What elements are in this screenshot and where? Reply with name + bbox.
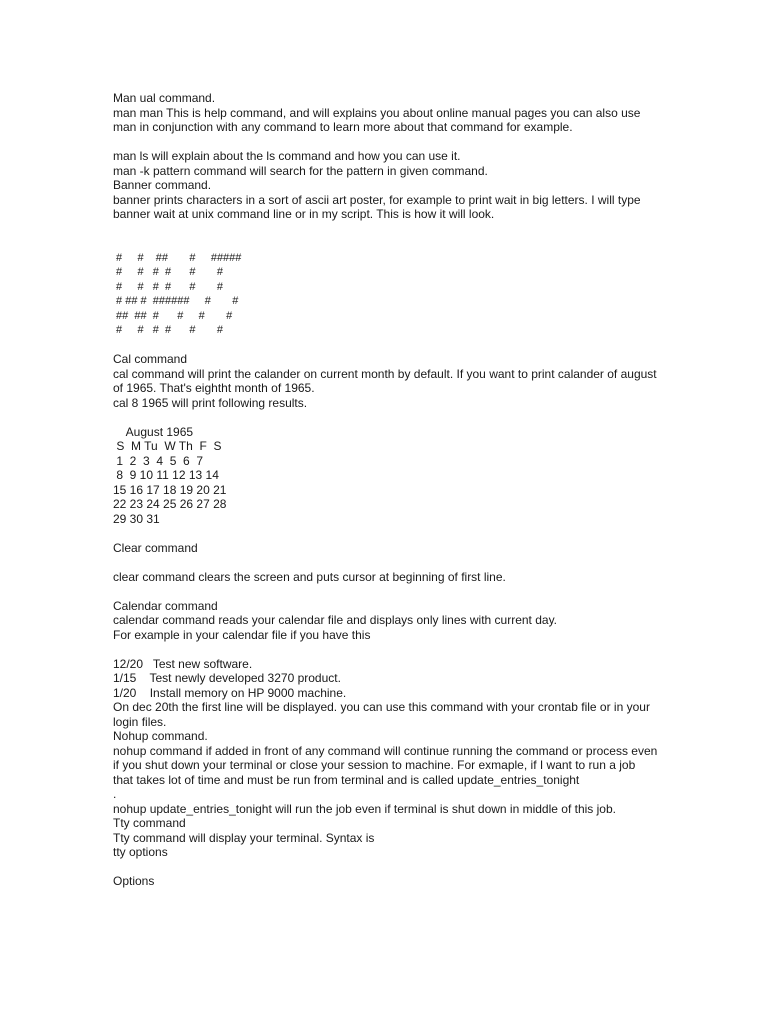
calendar-line: 15 16 17 18 19 20 21 — [113, 482, 227, 497]
tty-desc: Tty command will display your terminal. Syntax is — [113, 830, 375, 845]
banner-art-line: # # # # # # — [113, 280, 224, 293]
man-ls-text: man ls will explain about the ls command and how you can use it. — [113, 149, 461, 163]
options-heading: Options — [113, 874, 155, 888]
manual-heading: Man ual command. — [113, 91, 216, 105]
banner-art-line: # ## # ###### # # — [113, 295, 239, 307]
banner-art-line: # # # # # # — [113, 266, 224, 278]
nohup-dot: . — [113, 787, 117, 801]
calendar-entry: 1/20 Install memory on HP 9000 machine. — [113, 685, 347, 700]
document-page — [113, 91, 658, 889]
calendar-line: 22 23 24 25 26 27 28 — [113, 497, 227, 511]
calendar-line: 29 30 31 — [113, 511, 160, 526]
banner-desc-2: banner wait at unix command line or in my script. This is how it will look. — [113, 207, 495, 221]
clear-desc: clear command clears the screen and puts cursor at beginning of first line. — [113, 569, 506, 584]
nohup-example: nohup update_entries_tonight will run the job even if terminal is shut down in middle of this job. — [113, 801, 616, 816]
banner-art-line: # # # # # # — [113, 324, 224, 336]
calendar-cmd-heading: Calendar command — [113, 598, 218, 613]
calendar-entry: 1/15 Test newly developed 3270 product. — [113, 671, 341, 685]
calendar-note: On dec 20th the first line will be displayed. you can use this command with your crontab file or in your login files. — [113, 700, 650, 729]
tty-heading: Tty command — [113, 816, 186, 830]
man-k-text: man -k pattern command will search for the pattern in given command. — [113, 163, 488, 178]
banner-art-line: ## ## # # # # — [113, 309, 233, 322]
clear-heading: Clear command — [113, 540, 198, 555]
banner-art-line: # # ## # ##### — [113, 251, 242, 264]
calendar-line: 8 9 10 11 12 13 14 — [113, 468, 219, 482]
banner-desc-1: banner prints characters in a sort of ascii art poster, for example to print wait in big letters. I will type — [113, 192, 641, 207]
nohup-heading: Nohup command. — [113, 729, 208, 743]
calendar-cmd-desc-2: For example in your calendar file if you have this — [113, 627, 371, 642]
cal-desc-1: cal command will print the calander on current month by default. If you want to print calander of august of 1965. That's eightht month of 1965. — [113, 366, 657, 395]
calendar-line: 1 2 3 4 5 6 7 — [113, 453, 204, 468]
banner-heading: Banner command. — [113, 178, 212, 192]
cal-heading: Cal command — [113, 352, 188, 366]
cal-desc-2: cal 8 1965 will print following results. — [113, 395, 308, 410]
manual-intro: man man This is help command, and will explains you about online manual pages you can also use man in conjunction with any command to learn more about that command for example. — [113, 105, 641, 134]
calendar-cmd-desc-1: calendar command reads your calendar file and displays only lines with current day. — [113, 613, 558, 627]
calendar-entry: 12/20 Test new software. — [113, 656, 253, 671]
tty-syntax: tty options — [113, 845, 168, 859]
nohup-desc: nohup command if added in front of any command will continue running the command or process even if you shut down your terminal or close your session to machine. For exmaple, if I want to run a job that takes lot of time and must be run from terminal and is called update_entries_tonight — [113, 743, 658, 787]
calendar-line: S M Tu W Th F S — [113, 439, 222, 453]
calendar-output — [113, 425, 658, 527]
calendar-line: August 1965 — [113, 424, 194, 439]
banner-ascii-art — [113, 251, 658, 338]
